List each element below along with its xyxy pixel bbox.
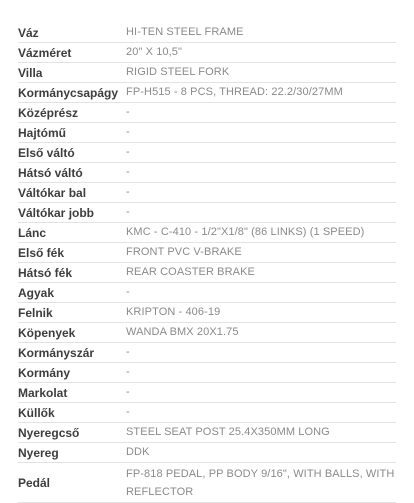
spec-row-hatso-valto: [18, 163, 396, 183]
spec-value: -: [126, 166, 130, 178]
spec-value: -: [126, 366, 130, 378]
spec-label: Középrész: [18, 105, 79, 120]
spec-row-kormanycsapagy: [18, 83, 396, 103]
spec-value: -: [126, 346, 130, 358]
spec-label: Nyereg: [18, 445, 59, 460]
spec-label: Pedál: [18, 475, 51, 490]
spec-label: Váltókar bal: [18, 185, 87, 200]
spec-row-elso-fek: [18, 243, 396, 263]
spec-label: Villa: [18, 65, 43, 80]
spec-row-felnik: [18, 303, 396, 323]
spec-label: Felnik: [18, 305, 53, 320]
spec-value: -: [126, 206, 130, 218]
spec-value: HI-TEN STEEL FRAME: [126, 26, 244, 38]
spec-label: Kormány: [18, 365, 71, 380]
spec-row-agyak: [18, 283, 396, 303]
spec-value: FP-818 PEDAL, PP BODY 9/16", WITH BALLS, WITH REFLECTOR: [126, 467, 395, 498]
spec-row-valtokar-bal: [18, 183, 396, 203]
spec-table: [18, 23, 396, 503]
spec-value: -: [126, 406, 130, 418]
spec-row-hatso-fek: [18, 263, 396, 283]
spec-label: Vázméret: [18, 45, 72, 60]
spec-label: Hátsó váltó: [18, 165, 83, 180]
spec-value: KRIPTON - 406-19: [126, 306, 221, 318]
spec-row-kullok: [18, 403, 396, 423]
spec-label: Kormányszár: [18, 345, 95, 360]
spec-value: -: [126, 386, 130, 398]
spec-value: WANDA BMX 20X1.75: [126, 326, 239, 338]
spec-row-markolat: [18, 383, 396, 403]
spec-label: Agyak: [18, 285, 55, 300]
spec-label: Váz: [18, 25, 39, 40]
spec-value: KMC - C-410 - 1/2"X1/8" (86 LINKS) (1 SPEED): [126, 226, 365, 238]
spec-value: -: [126, 286, 130, 298]
spec-label: Első fék: [18, 245, 65, 260]
spec-label: Lánc: [18, 225, 47, 240]
spec-label: Markolat: [18, 385, 68, 400]
spec-label: Kormánycsapágy: [18, 85, 119, 100]
spec-row-pedal: [18, 463, 396, 503]
spec-value: DDK: [126, 446, 150, 458]
spec-row-hajtomu: [18, 123, 396, 143]
spec-value: -: [126, 186, 130, 198]
spec-row-elso-valto: [18, 143, 396, 163]
spec-label: Nyeregcső: [18, 425, 80, 440]
spec-row-kormanyszar: [18, 343, 396, 363]
spec-value: REAR COASTER BRAKE: [126, 266, 255, 278]
spec-value: FP-H515 - 8 PCS, THREAD: 22.2/30/27MM: [126, 86, 343, 98]
spec-label: Küllők: [18, 405, 55, 420]
spec-row-vazmeret: [18, 43, 396, 63]
spec-value: -: [126, 146, 130, 158]
spec-value: 20" X 10,5": [126, 46, 183, 58]
spec-row-nyereg: [18, 443, 396, 463]
spec-row-kopenyek: [18, 323, 396, 343]
spec-row-villa: [18, 63, 396, 83]
spec-value: STEEL SEAT POST 25.4X350MM LONG: [126, 426, 330, 438]
spec-label: Első váltó: [18, 145, 75, 160]
spec-value: FRONT PVC V-BRAKE: [126, 246, 242, 258]
spec-label: Hajtómű: [18, 125, 66, 140]
spec-value: RIGID STEEL FORK: [126, 66, 230, 78]
spec-row-nyeregcso: [18, 423, 396, 443]
spec-row-vaz: [18, 23, 396, 43]
spec-row-kormany: [18, 363, 396, 383]
spec-label: Köpenyek: [18, 325, 76, 340]
spec-label: Váltókar jobb: [18, 205, 95, 220]
spec-value: -: [126, 126, 130, 138]
spec-value: -: [126, 106, 130, 118]
spec-row-kozepresz: [18, 103, 396, 123]
spec-label: Hátsó fék: [18, 265, 73, 280]
spec-row-lanc: [18, 223, 396, 243]
spec-row-valtokar-jobb: [18, 203, 396, 223]
